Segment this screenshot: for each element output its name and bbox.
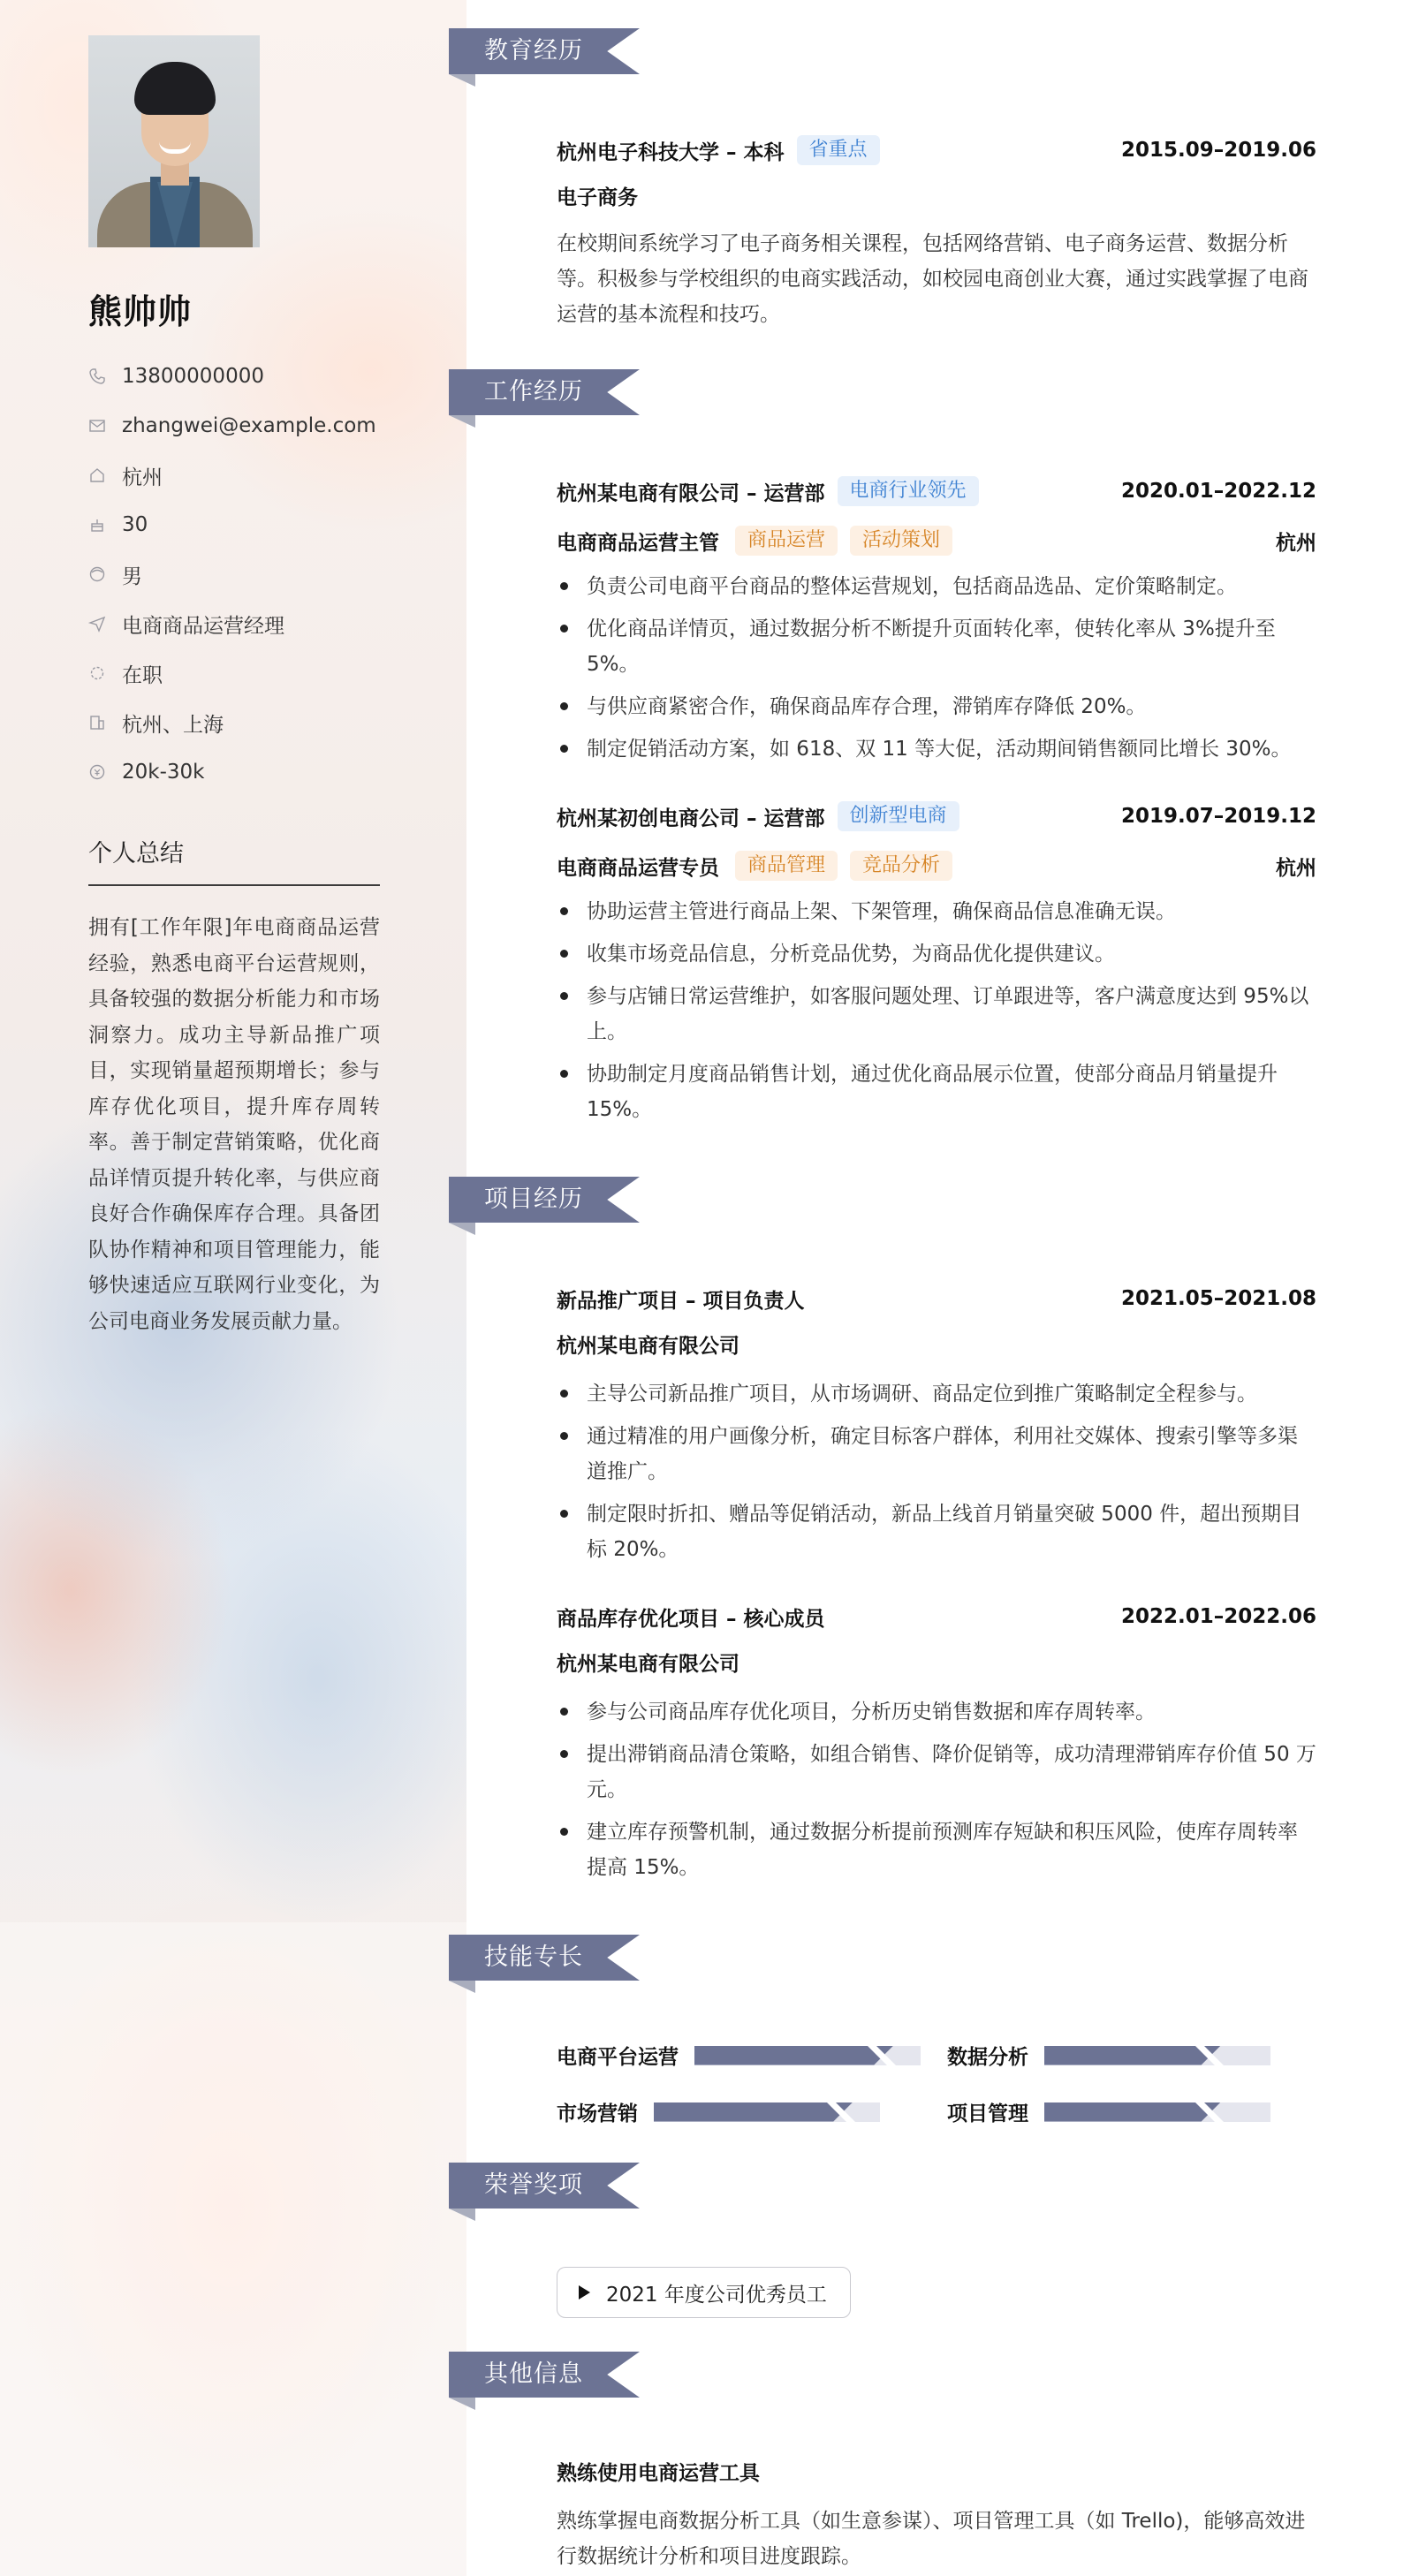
project-entry [557, 1597, 1316, 1892]
skill-level-bar [654, 2102, 880, 2122]
contact-info-list [88, 352, 442, 797]
age-value: 30 [122, 513, 148, 536]
section-work-header [449, 369, 640, 420]
list-item: 负责公司电商平台商品的整体运营规划，包括商品选品、定价策略制定。 [557, 569, 1316, 604]
cake-icon [88, 516, 106, 534]
skill-level-bar [694, 2046, 921, 2065]
info-salary [88, 747, 442, 797]
project-bullet-list [557, 1376, 1316, 1567]
section-work-title: 工作经历 [484, 378, 583, 405]
list-item: 主导公司新品推广项目，从市场调研、商品定位到推广策略制定全程参与。 [557, 1376, 1316, 1412]
send-icon [88, 615, 106, 633]
work-entry [557, 797, 1316, 1134]
info-email [88, 401, 442, 451]
project-company: 杭州某电商有限公司 [557, 1653, 739, 1676]
education-entry [557, 131, 1316, 332]
list-item: 与供应商紧密合作，确保商品库存合理，滞销库存降低 20%。 [557, 689, 1316, 724]
work-skill-tag: 商品运营 [735, 526, 838, 556]
phone-icon [88, 367, 106, 385]
skill-item [947, 2097, 1270, 2126]
section-education-header [449, 28, 640, 80]
info-phone [88, 352, 442, 401]
work-role: 电商商品运营主管 [557, 531, 719, 555]
section-skills-header [449, 1935, 640, 1986]
other-desc: 熟练掌握电商数据分析工具（如生意参谋）、项目管理工具（如 Trello)，能够高效进行数据统计分析和项目进度跟踪。 [557, 2510, 1306, 2568]
education-school: 杭州电子科技大学 – 本科 [557, 140, 785, 164]
education-desc: 在校期间系统学习了电子商务相关课程，包括网络营销、电子商务运营、数据分析等。积极参与学校组织的电商实践活动，如校园电商创业大赛，通过实践掌握了电商运营的基本流程和技巧。 [557, 232, 1308, 326]
section-education-title: 教育经历 [484, 37, 583, 64]
salary-value: 20k-30k [122, 761, 205, 784]
list-item: 协助运营主管进行商品上架、下架管理，确保商品信息准确无误。 [557, 894, 1316, 929]
project-bullet-list [557, 1694, 1316, 1885]
section-skills-title: 技能专长 [484, 1943, 583, 1971]
mail-icon [88, 417, 106, 435]
education-major: 电子商务 [557, 186, 638, 209]
project-title: 商品库存优化项目 – 核心成员 [557, 1607, 825, 1631]
section-awards-title: 荣誉奖项 [484, 2171, 583, 2199]
info-target-cities [88, 698, 442, 747]
list-item: 参与店铺日常运营维护，如客服问题处理、订单跟进等，客户满意度达到 95%以上。 [557, 979, 1316, 1049]
project-entry [557, 1279, 1316, 1574]
list-item: 制定限时折扣、赠品等促销活动，新品上线首月销量突破 5000 件，超出预期目标 20%。 [557, 1496, 1316, 1567]
list-item: 通过精准的用户画像分析，确定目标客户群体，利用社交媒体、搜索引擎等多渠道推广。 [557, 1419, 1316, 1489]
work-date: 2019.07–2019.12 [1120, 805, 1316, 828]
work-company: 杭州某初创电商公司 – 运营部 [557, 807, 825, 830]
education-date: 2015.09–2019.06 [1120, 139, 1316, 162]
section-awards-header [449, 2163, 640, 2214]
play-triangle-icon [579, 2285, 590, 2299]
skill-name: 项目管理 [947, 2102, 1028, 2125]
education-tag: 省重点 [797, 135, 880, 165]
skill-name: 电商平台运营 [557, 2046, 679, 2069]
project-title: 新品推广项目 – 项目负责人 [557, 1289, 805, 1313]
section-other-header [449, 2352, 640, 2403]
work-company-tag: 电商行业领先 [838, 476, 979, 506]
phone-value: 13800000000 [122, 365, 264, 388]
work-company: 杭州某电商有限公司 – 运营部 [557, 481, 825, 505]
info-target-position [88, 599, 442, 648]
avatar [88, 35, 260, 247]
work-date: 2020.01–2022.12 [1120, 480, 1316, 503]
project-company: 杭州某电商有限公司 [557, 1335, 739, 1358]
summary-text: 拥有[工作年限]年电商商品运营经验，熟悉电商平台运营规则，具备较强的数据分析能力和市场洞察力。成功主导新品推广项目，实现销量超预期增长；参与库存优化项目，提升库存周转率。善于制定营销策略，优化商品详情页提升转化率，与供应商良好合作确保库存合理。具备团队协作精神和项目管理能力，能够快速适应互联网行业变化，为公司电商业务发展贡献力量。 [88, 916, 380, 1333]
list-item: 制定促销活动方案，如 618、双 11 等大促，活动期间销售额同比增长 30%。 [557, 731, 1316, 767]
target-position-value: 电商商品运营经理 [122, 614, 284, 638]
work-location: 杭州 [1276, 531, 1316, 555]
work-location: 杭州 [1276, 856, 1316, 880]
gender-value: 男 [122, 564, 142, 588]
skill-level-fill [694, 2046, 893, 2065]
list-item: 协助制定月度商品销售计划，通过优化商品展示位置，使部分商品月销量提升 15%。 [557, 1057, 1316, 1127]
project-date: 2021.05–2021.08 [1120, 1287, 1316, 1310]
city-value: 杭州 [122, 466, 163, 489]
skill-level-fill [654, 2102, 853, 2122]
award-item[interactable] [557, 2267, 851, 2318]
summary-title: 个人总结 [88, 834, 380, 886]
list-item: 参与公司商品库存优化项目，分析历史销售数据和库存周转率。 [557, 1694, 1316, 1730]
skill-item [947, 2041, 1270, 2070]
work-company-tag: 创新型电商 [838, 801, 959, 831]
work-bullet-list [557, 569, 1316, 767]
list-item: 收集市场竞品信息，分析竞品优势，为商品优化提供建议。 [557, 936, 1316, 972]
status-icon [88, 664, 106, 682]
skill-name: 数据分析 [947, 2046, 1028, 2069]
section-projects-title: 项目经历 [484, 1186, 583, 1213]
info-city [88, 451, 442, 500]
skill-item [557, 2097, 880, 2126]
section-other-title: 其他信息 [484, 2360, 583, 2388]
work-entry [557, 472, 1316, 774]
building-icon [88, 714, 106, 731]
skill-name: 市场营销 [557, 2102, 638, 2125]
info-age [88, 500, 442, 549]
skill-level-fill [1044, 2046, 1221, 2065]
work-bullet-list [557, 894, 1316, 1127]
status-value: 在职 [122, 663, 163, 687]
skill-item [557, 2041, 921, 2070]
skill-level-bar [1044, 2046, 1270, 2065]
work-skill-tag: 竞品分析 [850, 851, 952, 881]
award-label: 2021 年度公司优秀员工 [606, 2283, 827, 2307]
list-item: 优化商品详情页，通过数据分析不断提升页面转化率，使转化率从 3%提升至 5%。 [557, 611, 1316, 682]
skill-level-fill [1044, 2102, 1221, 2122]
list-item: 建立库存预警机制，通过数据分析提前预测库存短缺和积压风险，使库存周转率提高 15%。 [557, 1815, 1316, 1885]
sidebar [0, 0, 466, 2576]
work-role: 电商商品运营专员 [557, 856, 719, 880]
info-gender [88, 549, 442, 599]
other-title: 熟练使用电商运营工具 [557, 2462, 760, 2485]
project-date: 2022.01–2022.06 [1120, 1605, 1316, 1628]
other-entry [557, 2454, 1316, 2574]
info-status [88, 648, 442, 698]
work-skill-tag: 商品管理 [735, 851, 838, 881]
profile-name: 熊帅帅 [88, 292, 193, 331]
person-icon [88, 565, 106, 583]
work-skill-tag: 活动策划 [850, 526, 952, 556]
target-cities-value: 杭州、上海 [122, 713, 224, 737]
home-icon [88, 466, 106, 484]
money-icon [88, 763, 106, 781]
list-item: 提出滞销商品清仓策略，如组合销售、降价促销等，成功清理滞销库存价值 50 万元。 [557, 1737, 1316, 1807]
email-value: zhangwei@example.com [122, 414, 376, 437]
section-projects-header [449, 1177, 640, 1228]
skill-level-bar [1044, 2102, 1270, 2122]
